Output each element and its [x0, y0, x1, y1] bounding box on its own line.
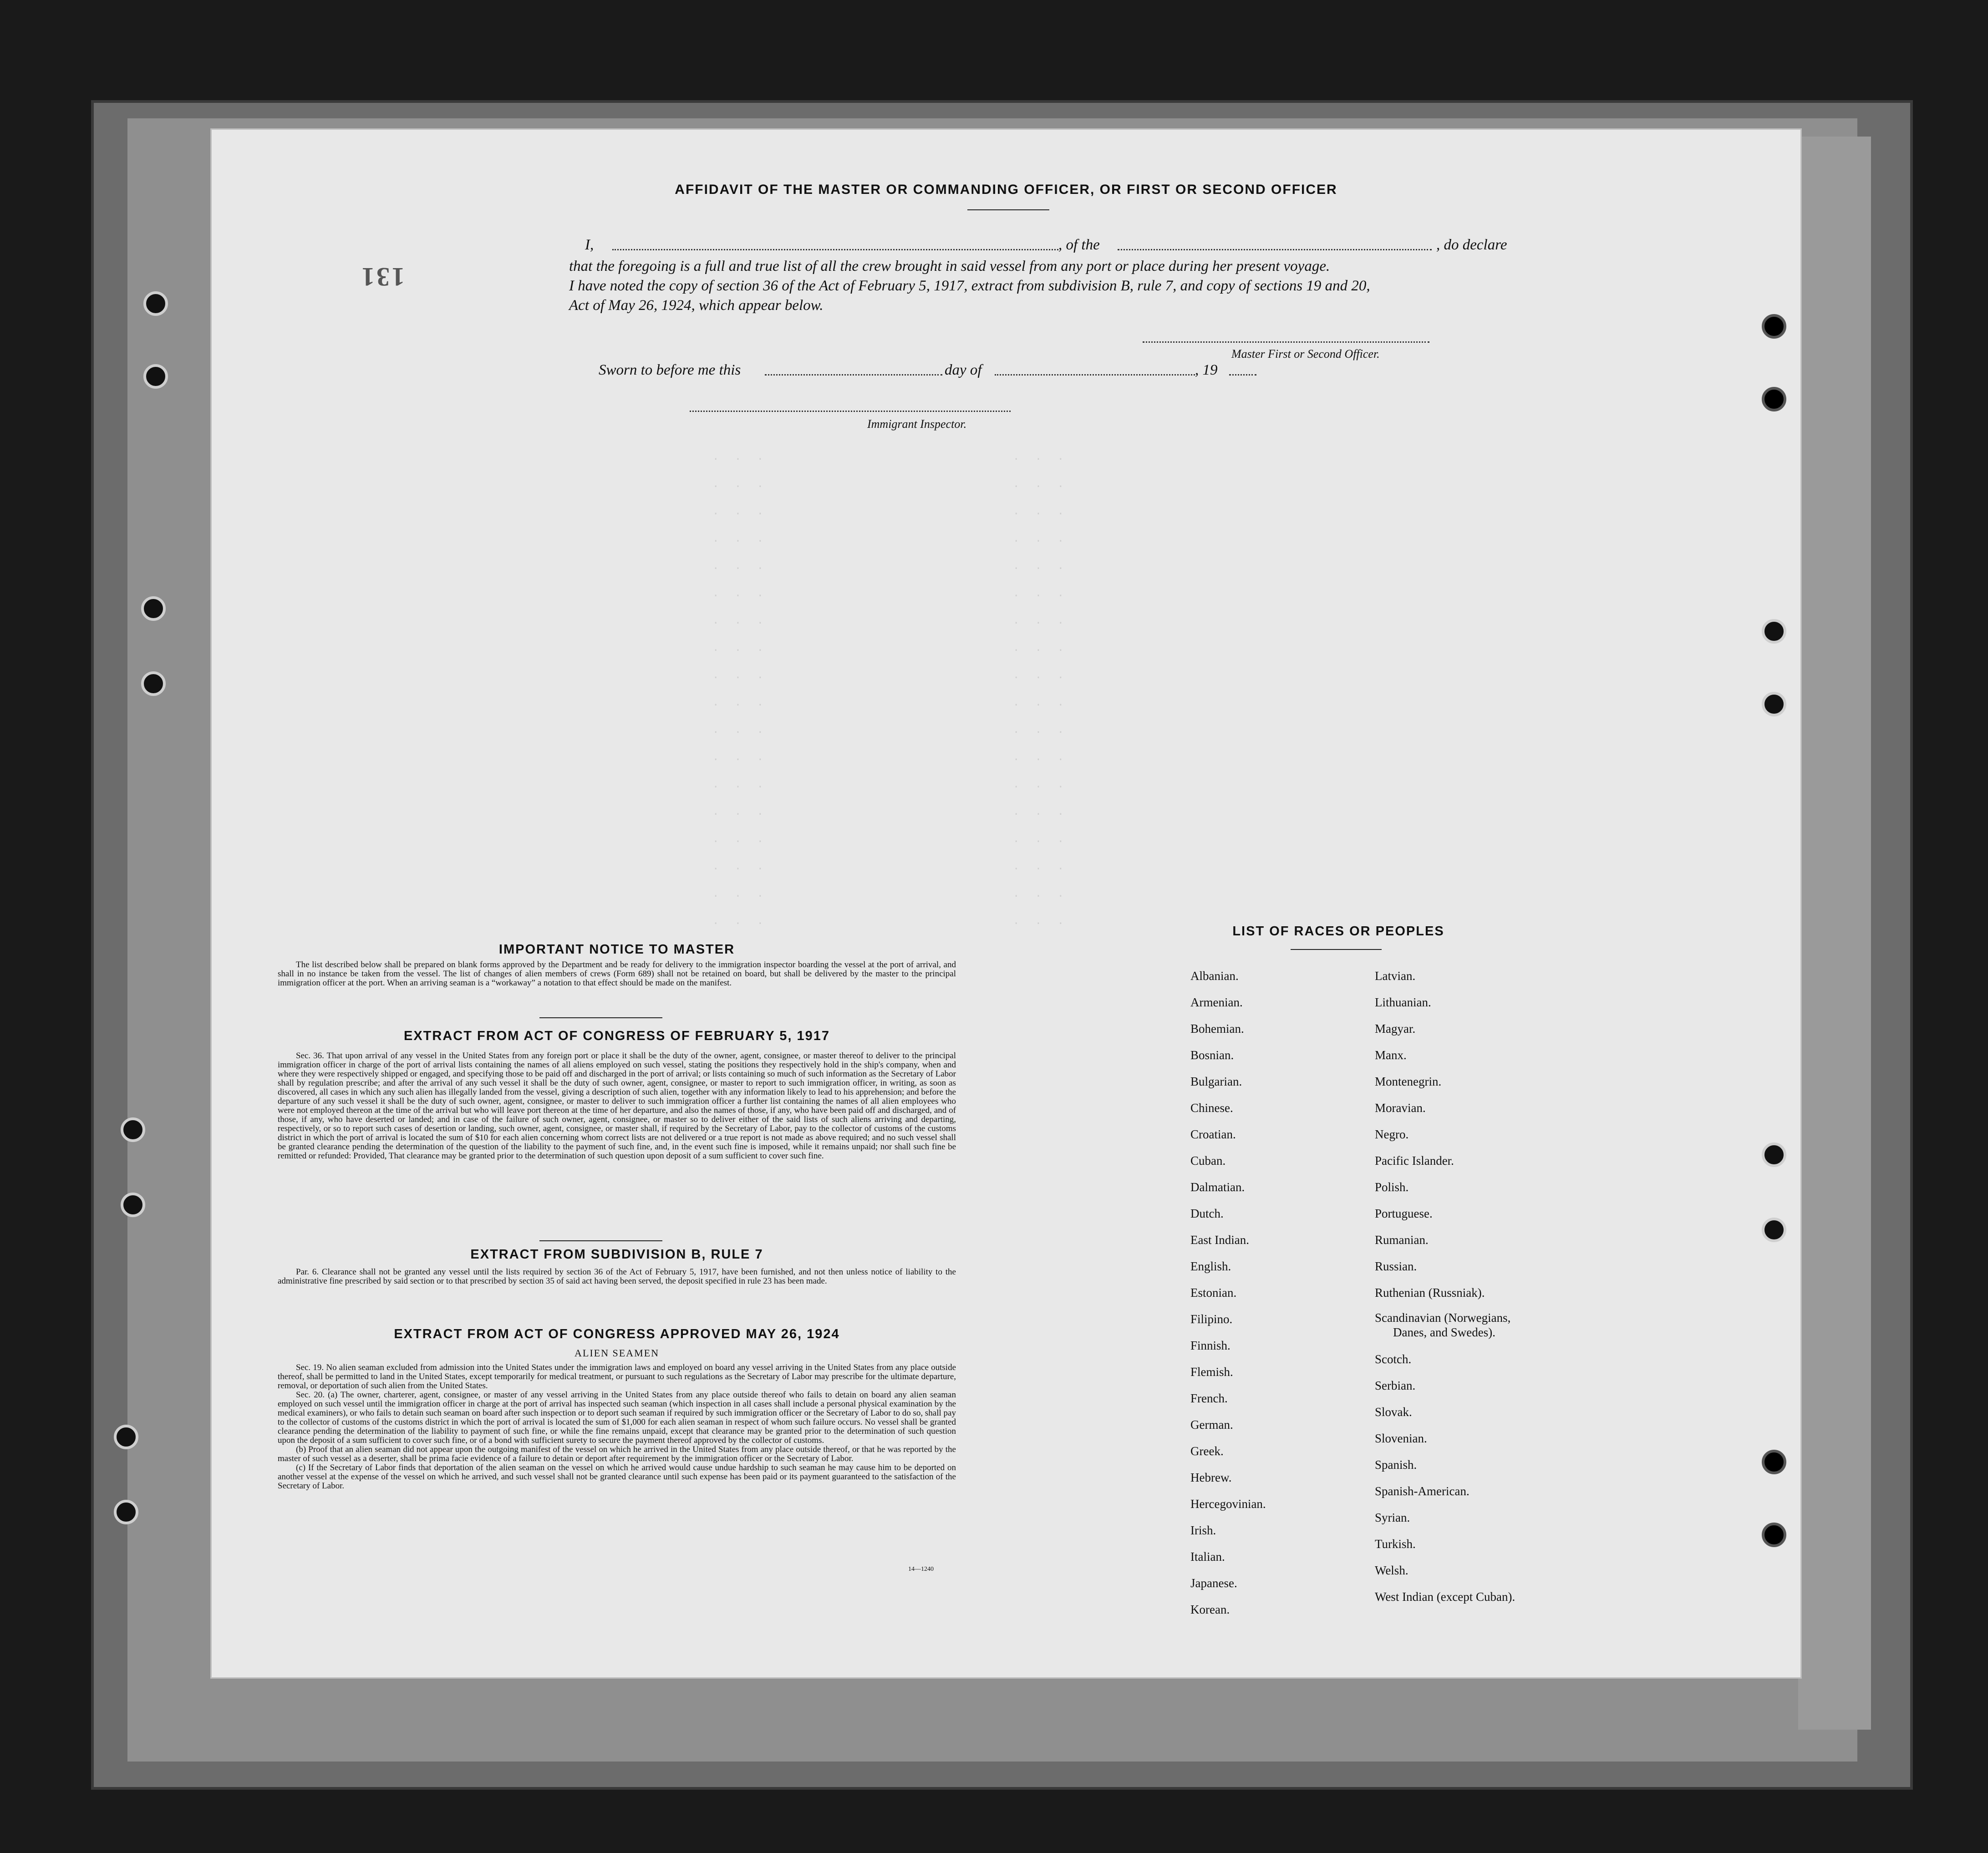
races-title: LIST OF RACES OR PEOPLES [1232, 924, 1444, 939]
race-item: Bulgarian. [1190, 1075, 1242, 1088]
binder-hole [121, 1117, 145, 1142]
race-item: Bosnian. [1190, 1048, 1234, 1062]
race-item: Finnish. [1190, 1339, 1230, 1352]
affidavit-line-1 [585, 237, 594, 254]
race-item: Pacific Islander. [1375, 1154, 1454, 1168]
race-item: Moravian. [1375, 1101, 1426, 1115]
binder-hole [143, 364, 168, 389]
notice-paragraph: The list described below shall be prepared on blank forms approved by the Department and be ready for delivery to the immigration inspector boarding the vessel at the port of arrival, and shall in no instance be taken from the vessel. The list of changes of alien members of crews (Form 689) shall not be retained on board, but shall be delivered by the master to the principal immigration officer at the port. When an arriving seaman is a “workaway” a notation to that effect should be made on the manifest. [278, 960, 956, 988]
bleed-through-dots: . . . . . . . . . . . . . . . . . . . . . . . . . . . . . . . . . . . . . . . . . . . . . . . . . . . . . . [712, 451, 768, 928]
race-item: Slovak. [1375, 1405, 1412, 1419]
race-item: Cuban. [1190, 1154, 1226, 1168]
section-36-paragraph: Sec. 36. That upon arrival of any vessel in the United States from any foreign port or place it shall be the duty of the owner, agent, consignee, or master thereof to deliver to the principal immigration officer in charge of the port of arrival lists containing the names of all aliens employed on such vessel, stating the positions they respectively hold in the ship's company, when and where they were respectively shipped or engaged, and specifying those to be paid off and discharged in the port of arrival; or lists containing so much of such information as the Secretary of Labor shall by regulation prescribe; and after the arrival of any such vessel it shall be the duty of such owner, agent, consignee, or master to report to such immigration officer, in writing, as soon as discovered, all cases in which any such alien has illegally landed from the vessel, giving a description of such alien, together with any information likely to lead to his apprehension; and before the departure of any such vessel it shall be the duty of such owner, agent, consignee, or master to deliver to such immigration officer a further list containing the names of all alien employees who were not employed thereon at the time of the arrival but who will leave port thereon at the time of her departure, and also the names of those, if any, who have been paid off and discharged, and of those, if any, who have deserted or landed; and in case of the failure of such owner, agent, consignee, or master so to deliver either of the said lists of such aliens arriving and departing, respectively, or so to report such cases of desertion or landing, such owner, agent, consignee, or master shall, if required by the Secretary of Labor, pay to the collector of customs of the customs district in which the port of arrival is located the sum of $10 for each alien concerning whom correct lists are not delivered or a true report is not made as above required; and no such vessel shall be granted clearance pending the determination of the question of the liability to the payment of such fine, and, in the event such fine is imposed, while it remains unpaid; nor shall such fine be remitted or refunded: Provided, That clearance may be granted prior to the determination of such question upon deposit of a sum sufficient to cover such fine. [278, 1051, 956, 1161]
notice-title: IMPORTANT NOTICE TO MASTER [498, 942, 735, 957]
race-item: Welsh. [1375, 1564, 1408, 1577]
sworn-day-label: day of [945, 362, 982, 378]
race-item: Dutch. [1190, 1207, 1224, 1220]
race-item: English. [1190, 1259, 1231, 1273]
binder-hole [1762, 1523, 1786, 1547]
affidavit-title: AFFIDAVIT OF THE MASTER OR COMMANDING OFFICER, OR FIRST OR SECOND OFFICER [675, 182, 1337, 197]
binder-hole [1762, 1142, 1786, 1167]
manifest-page [212, 130, 1800, 1677]
races-left-column [1190, 963, 1266, 1623]
section-19-paragraph: Sec. 19. No alien seaman excluded from admission into the United States under the immigration laws and employed on board any vessel arriving in the United States from any place outside thereof, shall be permitted to land in the United States, except temporarily for medical treatment, or pursuant to such regulations as the Secretary of Labor may prescribe for the ultimate departure, removal, or deportation of such alien from the United States. [278, 1363, 956, 1391]
extract-1924-title: EXTRACT FROM ACT OF CONGRESS APPROVED MAY 26, 1924 [394, 1327, 840, 1341]
race-item: Armenian. [1190, 995, 1243, 1009]
right-edge-strip [1798, 137, 1871, 1730]
binder-hole [1762, 1218, 1786, 1242]
binder-hole [114, 1500, 138, 1524]
race-item: Negro. [1375, 1127, 1409, 1141]
vessel-label: , of the [1058, 237, 1100, 253]
race-item: Montenegrin. [1375, 1075, 1442, 1088]
race-item: Hebrew. [1190, 1471, 1232, 1484]
race-item: Albanian. [1190, 969, 1239, 983]
race-item: Dalmatian. [1190, 1180, 1245, 1194]
paragraph-6: Par. 6. Clearance shall not be granted any vessel until the lists required by section 36 of the Act of February 5, 1917, have been furnished, and not then unless notice of liability to the administrative fine prescribed by said section or to that prescribed by section 35 of said act having been served, the deposit specified in rule 23 has been made. [278, 1267, 956, 1286]
section-20b-paragraph: (b) Proof that an alien seaman did not appear upon the outgoing manifest of the vessel on which he arrived in the United States from any place outside thereof, or that he was reported by the master of such vessel as a deserter, shall be prima facie evidence of a failure to detain or deport after requirement by the immigration officer or the Secretary of Labor. [278, 1445, 956, 1463]
binder-hole [1762, 1450, 1786, 1474]
form-number: 14—1240 [908, 1566, 934, 1573]
race-item: French. [1190, 1391, 1228, 1405]
races-right-column [1375, 963, 1515, 1610]
race-item: Chinese. [1190, 1101, 1233, 1115]
race-item: Filipino. [1190, 1312, 1233, 1326]
extract-1917-title: EXTRACT FROM ACT OF CONGRESS OF FEBRUARY 5, 1917 [403, 1029, 830, 1043]
race-item: Italian. [1190, 1550, 1225, 1564]
rule-7-title: EXTRACT FROM SUBDIVISION B, RULE 7 [470, 1247, 763, 1262]
race-item: Turkish. [1375, 1537, 1416, 1551]
declare-label: , do declare [1436, 237, 1507, 253]
race-item: Magyar. [1375, 1022, 1416, 1036]
binder-hole [121, 1193, 145, 1217]
race-item: East Indian. [1190, 1233, 1249, 1247]
race-item: Scandinavian (Norwegians, [1375, 1311, 1511, 1325]
race-item: Scotch. [1375, 1352, 1412, 1366]
inspector-signature-field[interactable] [690, 411, 1011, 412]
race-item: Slovenian. [1375, 1432, 1427, 1445]
affidavit-line-4: Act of May 26, 1924, which appear below. [569, 297, 824, 314]
race-item: Rumanian. [1375, 1233, 1429, 1247]
rule-7-text [278, 1268, 956, 1286]
declarant-label: I, [585, 237, 594, 253]
binder-hole [141, 596, 166, 621]
race-item: Ruthenian (Russniak). [1375, 1286, 1485, 1300]
race-item: Syrian. [1375, 1511, 1410, 1524]
sworn-month-field[interactable] [995, 374, 1195, 376]
race-item: Estonian. [1190, 1286, 1237, 1300]
race-item: Lithuanian. [1375, 995, 1431, 1009]
race-item: Hercegovinian. [1190, 1497, 1266, 1511]
race-item: Japanese. [1190, 1576, 1237, 1590]
race-item: Spanish-American. [1375, 1484, 1469, 1498]
binder-hole [1762, 619, 1786, 644]
binder-hole [143, 291, 168, 316]
section-rule [539, 1017, 662, 1018]
race-item: Serbian. [1375, 1379, 1416, 1392]
binder-hole [1762, 314, 1786, 339]
race-item: Irish. [1190, 1523, 1216, 1537]
notice-text [278, 960, 956, 988]
section-20c-paragraph: (c) If the Secretary of Labor finds that deportation of the alien seaman on the vessel on which he arrived would cause undue hardship to such seaman he may cause him to be deported on another vessel at the expense of the vessel on which he arrived, and such vessel shall not be granted clearance until such expense has been paid or its payment guaranteed to the satisfaction of the Secretary of Labor. [278, 1463, 956, 1491]
sworn-day-field[interactable] [765, 374, 942, 376]
race-item: Croatian. [1190, 1127, 1236, 1141]
race-item: Manx. [1375, 1048, 1407, 1062]
race-item: Greek. [1190, 1444, 1224, 1458]
inspector-signature-caption: Immigrant Inspector. [867, 417, 967, 431]
section-20a-paragraph: Sec. 20. (a) The owner, charterer, agent, consignee, or master of any vessel arriving in the United States from any place outside thereof who fails to detain on board any alien seaman employed on such vessel until the immigration officer in charge at the port of arrival has inspected such seaman (which inspection in all cases shall include a personal physical examination by the medical examiners), or who fails to detain such seaman on board after such inspection or to deport such seaman if required by such immigration officer or the Secretary of Labor to do so, shall pay to the collector of customs of the customs district in which the port of arrival is located the sum of $1,000 for each alien seaman in respect of whom such failure occurs. No vessel shall be granted clearance pending the determination of the liability to payment of such fine, or while the fine remains unpaid, except that clearance may be granted prior to the determination of such question upon the deposit of a sum sufficient to cover such fine, or of a bond with sufficient surety to secure the payment thereof approved by the collector of customs. [278, 1390, 956, 1445]
race-item: West Indian (except Cuban). [1375, 1590, 1515, 1604]
race-item: Russian. [1375, 1259, 1417, 1273]
binder-hole [141, 671, 166, 696]
alien-seamen-subtitle: ALIEN SEAMEN [575, 1347, 659, 1359]
title-rule [967, 209, 1049, 210]
extract-1924-text [278, 1363, 956, 1491]
race-item: German. [1190, 1418, 1233, 1432]
officer-signature-field[interactable] [1143, 341, 1429, 343]
sworn-year-label: , 19 [1195, 362, 1218, 378]
affidavit-line-3: I have noted the copy of section 36 of the Act of February 5, 1917, extract from subdivision B, rule 7, and copy of sections 19 and 20, [569, 278, 1370, 294]
bleed-through-dots: . . . . . . . . . . . . . . . . . . . . . . . . . . . . . . . . . . . . . . . . . . . . . . . . . . . . . . [1013, 451, 1069, 928]
race-item: Spanish. [1375, 1458, 1417, 1472]
race-item: Korean. [1190, 1603, 1230, 1616]
binder-hole [1762, 692, 1786, 716]
sworn-label: Sworn to before me this [599, 362, 741, 378]
page-stamp-number: 131 [360, 262, 405, 292]
race-item: Danes, and Swedes). [1393, 1325, 1495, 1339]
race-item: Polish. [1375, 1180, 1409, 1194]
extract-1917-text [278, 1051, 956, 1161]
race-item: Bohemian. [1190, 1022, 1244, 1036]
vessel-name-field[interactable] [1118, 249, 1432, 250]
races-title-rule [1291, 949, 1382, 950]
race-item: Flemish. [1190, 1365, 1233, 1379]
section-rule [539, 1240, 662, 1241]
sworn-year-field[interactable] [1229, 374, 1256, 376]
officer-signature-caption: Master First or Second Officer. [1231, 347, 1380, 360]
binder-hole [114, 1425, 138, 1449]
race-item: Latvian. [1375, 969, 1416, 983]
race-item: Portuguese. [1375, 1207, 1433, 1220]
affidavit-line-2: that the foregoing is a full and true list of all the crew brought in said vessel from any port or place during her present voyage. [569, 258, 1330, 274]
binder-hole [1762, 387, 1786, 411]
declarant-name-field[interactable] [612, 249, 1058, 250]
